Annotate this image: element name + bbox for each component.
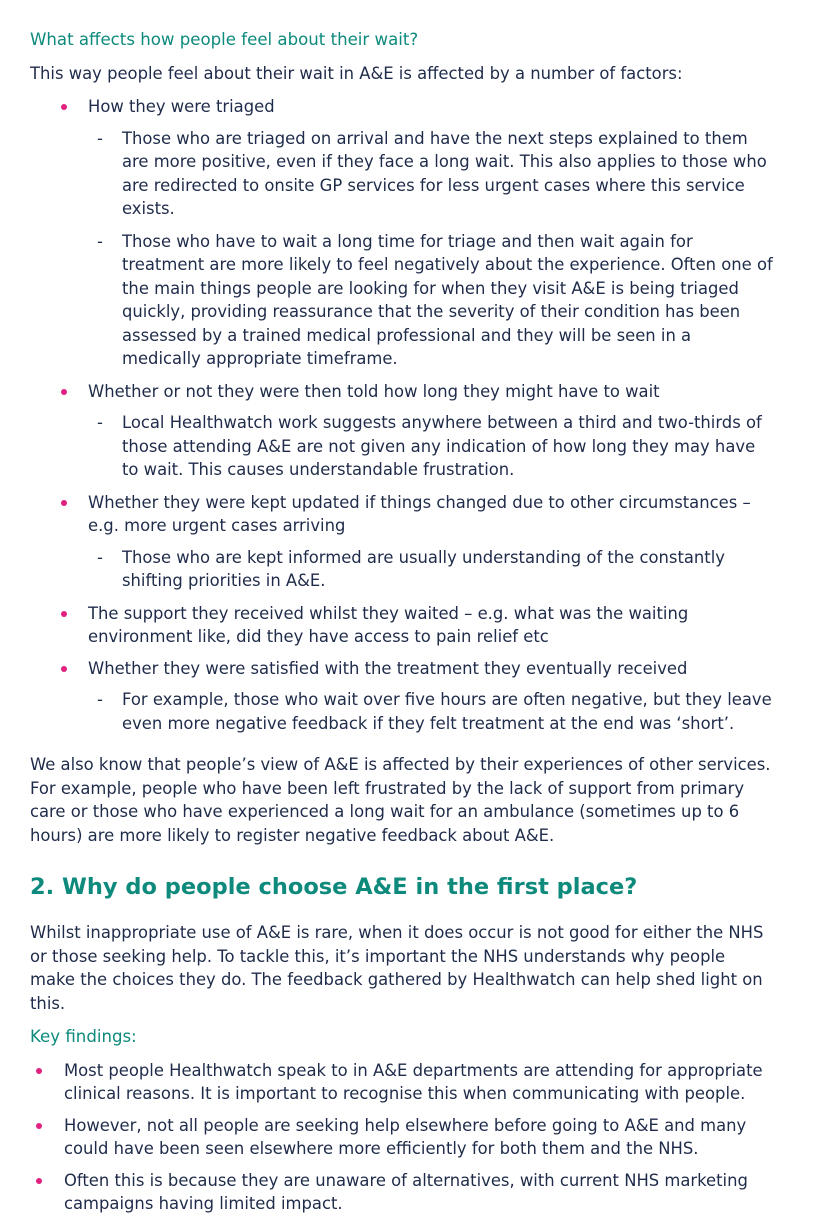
list-item — [30, 1114, 773, 1161]
list-item — [30, 602, 773, 649]
bullet-icon — [36, 1068, 42, 1074]
list-item — [30, 1169, 773, 1216]
sub-list — [88, 688, 773, 735]
finding-text: Most people Healthwatch speak to in A&E departments are attending for appropriate clinical reasons. It is important to recognise this when communicating with people. — [64, 1060, 763, 1103]
list-item — [30, 95, 773, 371]
factor-text: How they were triaged — [88, 97, 275, 116]
sub-list-item — [88, 688, 773, 735]
dash-icon: - — [97, 547, 103, 567]
list-item — [30, 1059, 773, 1106]
subpoint-text: Those who are triaged on arrival and have the next steps explained to them are more positive, even if they face a long wait. This also applies to those who are redirected to onsite GP services for less urgent cases where this service exists. — [122, 128, 767, 218]
dash-icon: - — [97, 231, 103, 251]
factor-text: Whether or not they were then told how long they might have to wait — [88, 381, 660, 401]
section-intro: Whilst inappropriate use of A&E is rare, when it does occur is not good for either the NHS or those seeking help. To tackle this, it’s important the NHS understands why people make the choices they do. The feedback gathered by Healthwatch can help shed light on this. — [30, 923, 764, 1013]
subpoint-text: Those who have to wait a long time for triage and then wait again for treatment are more likely to feel negatively about the experience. Often one of the main things people are looking for when they visit A&E is being triaged quickly, providing reassurance that the severity of their condition has been assessed by a trained medical professional and they will be seen in a medically appropriate timeframe. — [122, 231, 773, 368]
list-item — [30, 491, 773, 593]
bullet-icon — [61, 389, 67, 395]
other-services-paragraph: We also know that people’s view of A&E is affected by their experiences of other services. For example, people who have been left frustrated by the lack of support from primary care or those who have experienced a long wait for an ambulance (sometimes up to 6 hours) are more likely to register negative feedback about A&E. — [30, 755, 771, 845]
bullet-icon — [61, 104, 67, 110]
bullet-icon — [61, 666, 67, 672]
subpoint-text: For example, those who wait over five hours are often negative, but they leave even more negative feedback if they felt treatment at the end was ‘short’. — [122, 690, 772, 733]
factor-text: Whether they were satisfied with the treatment they eventually received — [88, 658, 688, 678]
list-item — [30, 657, 773, 736]
section-heading: 2. Why do people choose A&E in the first place? — [30, 874, 638, 900]
sub-list — [88, 546, 773, 593]
factor-text: The support they received whilst they waited – e.g. what was the waiting environment like, did they have access to pain relief etc — [88, 603, 689, 646]
factor-text: Whether they were kept updated if things changed due to other circumstances – e.g. more urgent cases arriving — [88, 492, 751, 535]
subpoint-text: Local Healthwatch work suggests anywhere between a third and two-thirds of those attending A&E are not given any indication of how long they may have to wait. This causes understandable frustration. — [122, 413, 762, 479]
sub-list-item — [88, 127, 773, 221]
list-item — [30, 380, 773, 482]
sub-list-item — [88, 546, 773, 593]
key-findings-list — [30, 1059, 773, 1216]
bullet-icon — [61, 500, 67, 506]
bullet-icon — [36, 1123, 42, 1129]
sub-list-item — [88, 411, 773, 482]
finding-text: However, not all people are seeking help elsewhere before going to A&E and many could have been seen elsewhere more efficiently for both them and the NHS. — [64, 1115, 747, 1158]
dash-icon: - — [97, 413, 103, 432]
wait-factors-intro: This way people feel about their wait in A&E is affected by a number of factors: — [30, 63, 683, 83]
wait-factors-subheading: What affects how people feel about their wait? — [30, 30, 419, 49]
dash-icon: - — [97, 690, 103, 709]
bullet-icon — [61, 611, 67, 617]
wait-factors-list — [30, 95, 773, 735]
subpoint-text: Those who are kept informed are usually understanding of the constantly shifting priorities in A&E. — [122, 547, 725, 590]
sub-list — [88, 411, 773, 482]
finding-text: Often this is because they are unaware of alternatives, with current NHS marketing campaigns having limited impact. — [64, 1170, 748, 1213]
dash-icon: - — [97, 128, 103, 148]
key-findings-label: Key findings: — [30, 1027, 137, 1046]
sub-list — [88, 127, 773, 371]
bullet-icon — [36, 1178, 42, 1184]
sub-list-item — [88, 230, 773, 371]
